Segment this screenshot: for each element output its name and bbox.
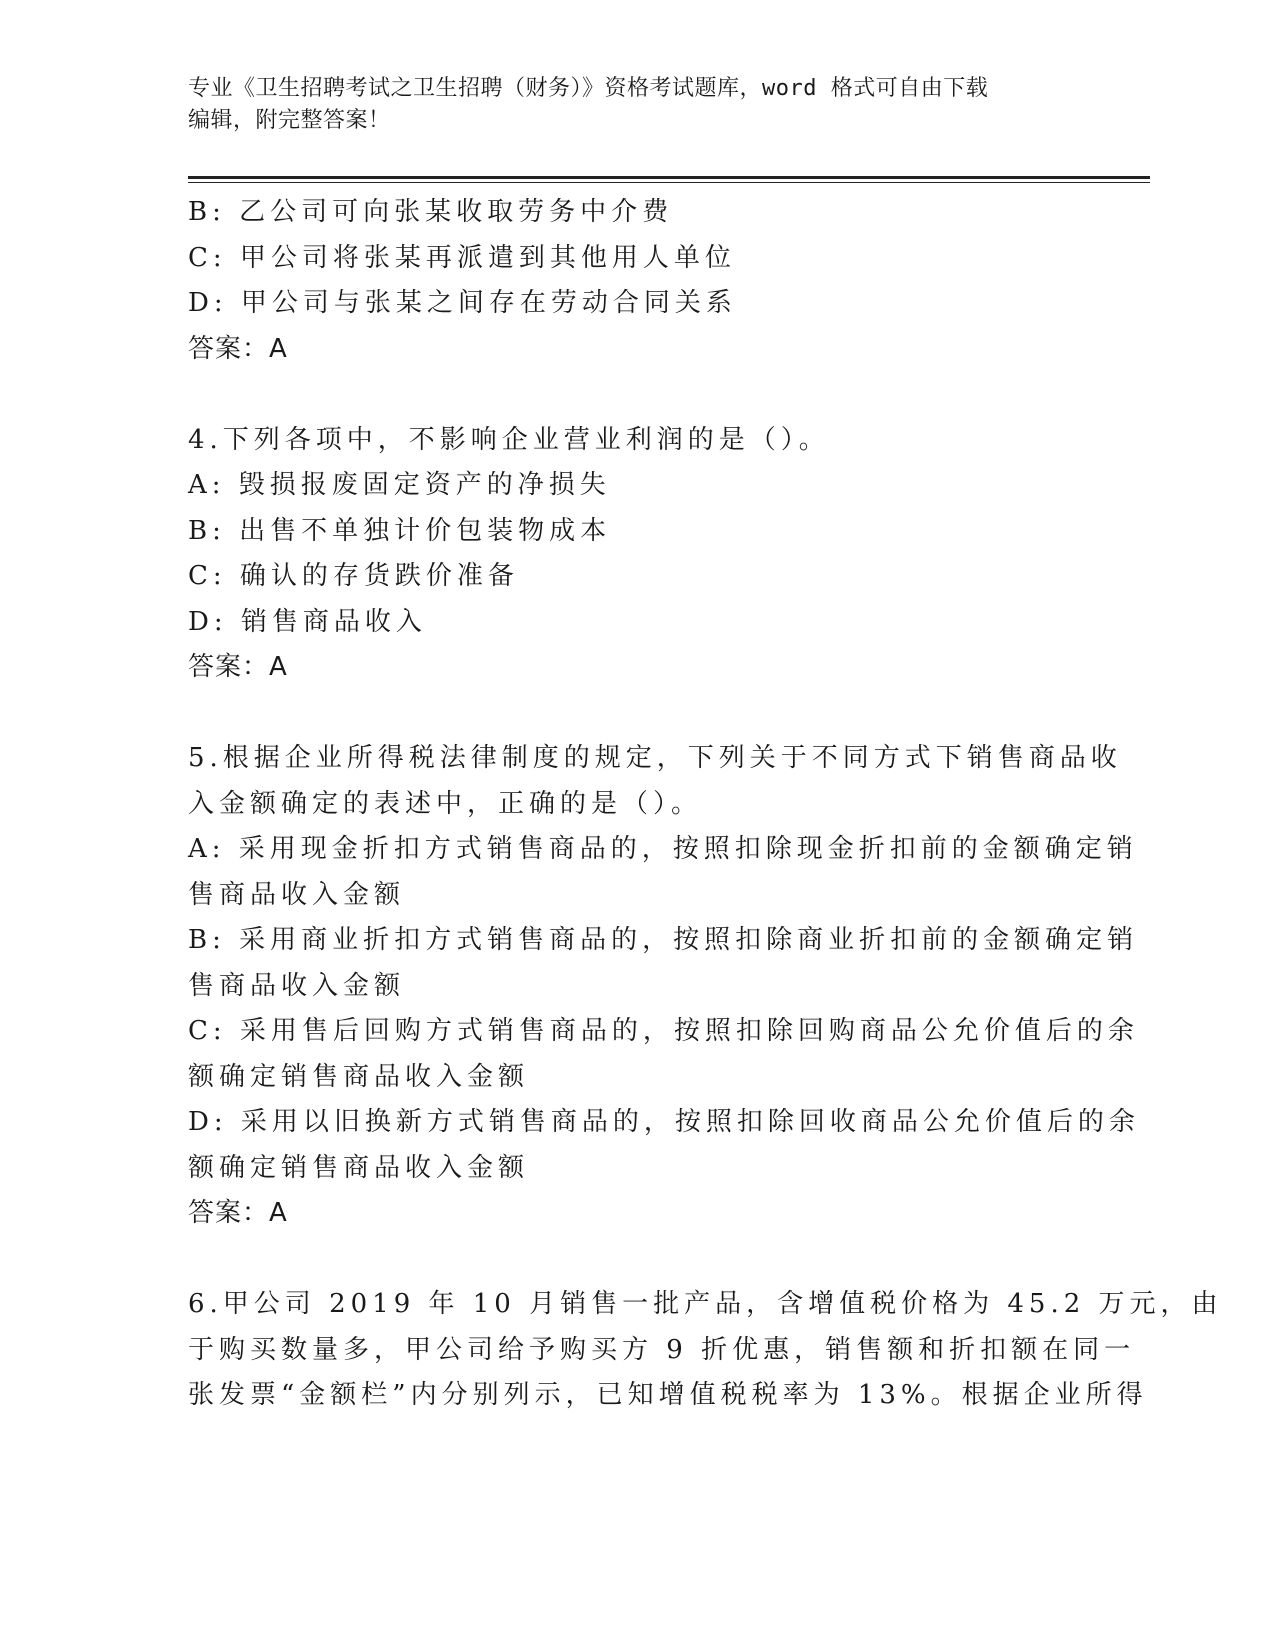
page-header [188,73,1088,137]
document-body [188,190,1223,1419]
q5-option-c-line-1: C: 采用售后回购方式销售商品的，按照扣除回购商品公允价值后的余 [188,1016,1139,1046]
spacer [188,1237,1088,1283]
q5-answer: 答案：A [188,1198,288,1228]
q3-option-d: D: 甲公司与张某之间存在劳动合同关系 [188,288,737,318]
q4-answer: 答案：A [188,652,288,682]
q3-option-b: B: 乙公司可向张某收取劳务中介费 [188,197,674,227]
q5-option-d-line-1: D: 采用以旧换新方式销售商品的，按照扣除回收商品公允价值后的余 [188,1107,1140,1137]
q5-option-b-line-2: 售商品收入金额 [188,970,406,1001]
spacer [188,372,1088,418]
q3-option-c: C: 甲公司将张某再派遣到其他用人单位 [188,242,736,273]
q3-answer: 答案：A [188,333,288,364]
header-rule-thin [188,182,1150,183]
header-line-2: 编辑，附完整答案！ [188,108,391,133]
q6-stem-line-2: 于购买数量多，甲公司给予购买方 9 折优惠，销售额和折扣额在同一 [188,1334,1136,1365]
q4-option-b: B: 出售不单独计价包装物成本 [188,515,612,546]
question-6 [188,1282,1223,1419]
question-5 [188,736,1140,1237]
q5-option-a-line-2: 售商品收入金额 [188,879,406,910]
q5-option-d-line-2: 额确定销售商品收入金额 [188,1152,530,1183]
question-4 [188,418,1088,691]
q5-option-c-line-2: 额确定销售商品收入金额 [188,1061,530,1092]
header-line-1: 专业《卫生招聘考试之卫生招聘（财务）》资格考试题库，word 格式可自由下载 [188,76,989,101]
q4-option-d: D: 销售商品收入 [188,606,427,637]
q5-stem-line-1: 5.根据企业所得税法律制度的规定，下列关于不同方式下销售商品收 [188,743,1122,773]
q4-option-c: C: 确认的存货跌价准备 [188,561,519,591]
header-rule-thick [188,176,1150,179]
spacer [188,691,1088,737]
q5-stem-line-2: 入金额确定的表述中，正确的是（）。 [188,788,703,819]
q6-stem-line-3: 张发票“金额栏”内分别列示，已知增值税税率为 13%。根据企业所得 [188,1380,1148,1410]
q5-option-b-line-1: B: 采用商业折扣方式销售商品的，按照扣除商业折扣前的金额确定销 [188,925,1139,955]
q5-option-a-line-1: A: 采用现金折扣方式销售商品的，按照扣除现金折扣前的金额确定销 [188,834,1138,864]
question-3-tail [188,190,1088,372]
q4-option-a: A: 毁损报废固定资产的净损失 [188,470,611,500]
q6-stem-line-1: 6.甲公司 2019 年 10 月销售一批产品，含增值税价格为 45.2 万元，由 [188,1289,1223,1319]
q4-stem: 4.下列各项中，不影响企业营业利润的是（）。 [188,424,830,455]
